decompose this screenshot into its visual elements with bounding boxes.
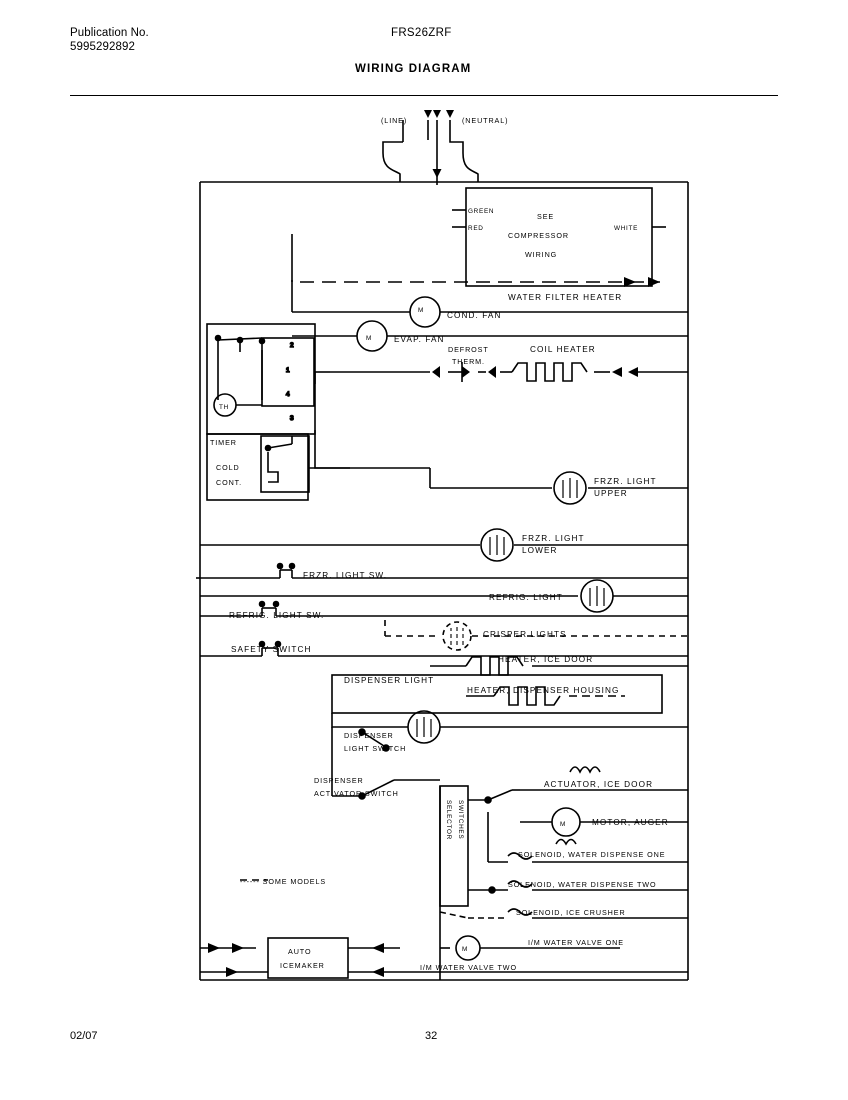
- thermostat-symbol: TH: [219, 404, 229, 411]
- motor-symbol-auger: M: [560, 821, 567, 828]
- svg-text:4: 4: [286, 391, 291, 398]
- label-crisper-lights: CRISPER LIGHTS: [483, 630, 567, 639]
- label-im-water-valve-two: I/M WATER VALVE TWO: [420, 963, 517, 972]
- label-dispenser-activator-switch-2: ACTIVATOR SWITCH: [314, 789, 399, 798]
- motor-symbol-cond-fan: M: [418, 307, 425, 314]
- label-frzr-light-upper-2: UPPER: [594, 489, 628, 498]
- footer-page-number: 32: [425, 1030, 438, 1042]
- wiring-diagram-figure: [0, 100, 848, 1000]
- label-solenoid-ice-crusher: SOLENOID, ICE CRUSHER: [516, 908, 626, 917]
- label-frzr-light-upper-1: FRZR. LIGHT: [594, 477, 657, 486]
- svg-text:2: 2: [290, 342, 295, 349]
- label-frzr-light-lower-1: FRZR. LIGHT: [522, 534, 585, 543]
- motor-symbol-water-valve: M: [462, 946, 469, 953]
- page-title: WIRING DIAGRAM: [355, 63, 472, 75]
- label-frzr-light-lower-2: LOWER: [522, 546, 558, 555]
- label-see: SEE: [537, 212, 555, 221]
- label-cond-fan: COND. FAN: [447, 311, 502, 320]
- label-icemaker: ICEMAKER: [280, 961, 325, 970]
- label-refrig-light-sw: REFRIG. LIGHT SW.: [229, 611, 325, 620]
- header-divider: [70, 95, 778, 96]
- legend-some-models: ------ SOME MODELS: [240, 877, 327, 886]
- label-dispenser-activator-switch-1: DISPENSER: [314, 776, 364, 785]
- label-actuator-ice-door: ACTUATOR, ICE DOOR: [544, 780, 654, 789]
- label-water-filter-heater: WATER FILTER HEATER: [508, 293, 623, 302]
- label-dispenser-light-switch-2: LIGHT SWITCH: [344, 744, 407, 753]
- label-selector-switches-2: SWITCHES: [457, 800, 464, 840]
- label-green: GREEN: [468, 208, 495, 215]
- publication-label: Publication No.: [70, 27, 149, 39]
- label-safety-switch: SAFETY SWITCH: [231, 645, 312, 654]
- label-cold: COLD: [216, 463, 240, 472]
- label-timer: TIMER: [210, 438, 237, 447]
- publication-number: 5995292892: [70, 41, 135, 53]
- footer-date: 02/07: [70, 1030, 98, 1042]
- label-dispenser-light: DISPENSER LIGHT: [344, 676, 435, 685]
- label-dispenser-light-switch-1: DISPENSER: [344, 731, 394, 740]
- label-defrost: DEFROST: [448, 345, 489, 354]
- label-auto: AUTO: [288, 947, 312, 956]
- label-compressor: COMPRESSOR: [508, 231, 569, 240]
- svg-text:1: 1: [286, 367, 291, 374]
- label-coil-heater: COIL HEATER: [530, 345, 596, 354]
- label-heater-dispenser-housing: HEATER, DISPENSER HOUSING: [467, 686, 620, 695]
- label-solenoid-water-dispense-one: SOLENOID, WATER DISPENSE ONE: [518, 850, 666, 859]
- label-wiring: WIRING: [525, 250, 558, 259]
- label-refrig-light: REFRIG. LIGHT: [489, 593, 563, 602]
- label-line: (LINE): [381, 116, 408, 125]
- label-motor-auger: MOTOR, AUGER: [592, 818, 669, 827]
- model-number: FRS26ZRF: [391, 27, 452, 39]
- label-white: WHITE: [614, 225, 639, 232]
- label-red: RED: [468, 225, 484, 232]
- label-cont: CONT.: [216, 478, 243, 487]
- svg-text:3: 3: [290, 415, 295, 422]
- label-frzr-light-sw: FRZR. LIGHT SW.: [303, 571, 388, 580]
- motor-symbol-evap-fan: M: [366, 335, 373, 342]
- label-evap-fan: EVAP. FAN: [394, 335, 445, 344]
- label-therm: THERM.: [452, 357, 485, 366]
- label-neutral: (NEUTRAL): [462, 116, 509, 125]
- label-solenoid-water-dispense-two: SOLENOID, WATER DISPENSE TWO: [508, 880, 657, 889]
- label-selector-switches-1: SELECTOR: [445, 800, 452, 840]
- label-heater-ice-door: HEATER, ICE DOOR: [498, 655, 594, 664]
- label-im-water-valve-one: I/M WATER VALVE ONE: [528, 938, 624, 947]
